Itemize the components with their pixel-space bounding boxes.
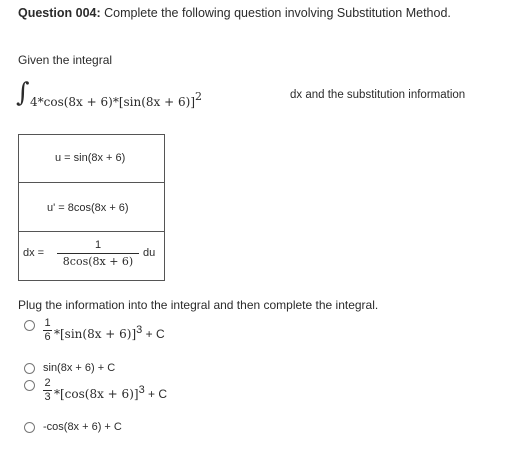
option-tail: + C [144,387,168,401]
option-denominator: 6 [44,331,51,343]
radio-button[interactable] [24,363,35,374]
option-expression [54,324,165,341]
fraction-bar [57,253,139,254]
integrand-text: 4*cos(8x + 6)*[sin(8x + 6)] [30,95,195,109]
option-text: -cos(8x + 6) + C [43,421,122,433]
option-numerator: 1 [44,317,51,329]
option-expression-text: *[cos(8x + 6)] [54,387,139,401]
substitution-table [18,134,165,281]
integrand [30,91,202,109]
u-prime-definition: u' = 8cos(8x + 6) [47,202,129,214]
option-exponent: 3 [138,384,145,396]
integral-sign: ∫ [16,78,30,108]
question-header [18,6,451,20]
option-fraction [43,318,52,343]
dx-lhs: dx = [23,247,45,259]
option-numerator: 2 [44,377,51,389]
dx-numerator: 1 [94,239,102,251]
u-row [19,135,164,183]
u-prime-row [19,183,164,232]
question-number: Question 004: [18,6,101,20]
plug-instruction: Plug the information into the integral and then complete the integral. [18,298,379,312]
du-suffix: du [143,247,156,259]
integral-trailing-text: dx and the substitution information [290,89,466,101]
option-denominator: 3 [44,391,51,403]
option-expression-text: *[sin(8x + 6)] [54,327,137,341]
u-definition: u = sin(8x + 6) [55,152,126,164]
dx-fraction [57,238,139,269]
dx-denominator: 8cos(8x + 6) [62,255,134,268]
dx-row [19,232,164,280]
radio-button[interactable] [24,422,35,433]
integrand-exponent: 2 [195,90,202,103]
radio-button[interactable] [24,320,35,331]
given-label: Given the integral [18,53,113,67]
option-fraction [43,378,52,403]
option-expression [54,384,167,401]
question-instruction: Complete the following question involving Substitution Method. [104,6,451,20]
option-tail: + C [142,327,165,341]
option-exponent: 3 [136,324,143,336]
option-text: sin(8x + 6) + C [43,362,116,374]
radio-button[interactable] [24,380,35,391]
